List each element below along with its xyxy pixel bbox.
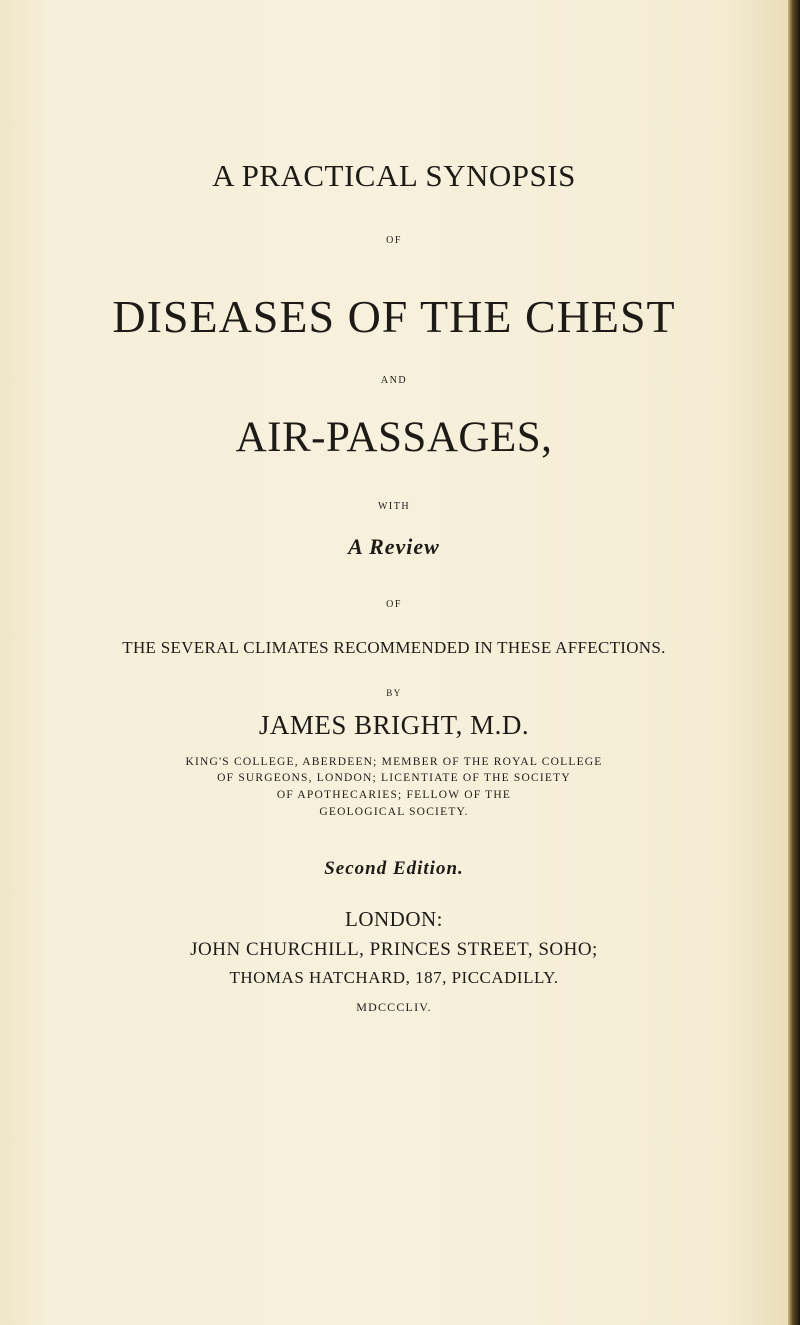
- author-credentials-line-4: GEOLOGICAL SOCIETY.: [319, 806, 469, 818]
- author-name: JAMES BRIGHT, M.D.: [258, 710, 530, 740]
- publisher-line-2: THOMAS HATCHARD, 187, PICCADILLY.: [229, 968, 559, 987]
- publisher-line-1: JOHN CHURCHILL, PRINCES STREET, SOHO;: [190, 939, 598, 960]
- edition-statement: Second Edition.: [324, 858, 464, 879]
- connector-of-2: OF: [386, 599, 402, 610]
- connector-and: AND: [380, 375, 408, 386]
- author-credentials-line-1: KING'S COLLEGE, ABERDEEN; MEMBER OF THE ROYAL COLLEGE: [185, 756, 603, 768]
- publication-date: MDCCCLIV.: [356, 1000, 432, 1014]
- title-line-2: DISEASES OF THE CHEST: [112, 291, 676, 342]
- connector-by: BY: [386, 688, 402, 698]
- author-credentials-line-2: OF SURGEONS, LONDON; LICENTIATE OF THE SOCIETY: [217, 772, 571, 784]
- author-credentials-line-3: OF APOTHECARIES; FELLOW OF THE: [276, 789, 512, 801]
- subtitle-review: A Review: [348, 534, 440, 559]
- connector-with: WITH: [377, 501, 411, 512]
- book-edge-shadow: [788, 0, 800, 1325]
- title-line-1: A PRACTICAL SYNOPSIS: [212, 158, 576, 193]
- connector-of-1: OF: [386, 235, 402, 246]
- subtitle-climates: THE SEVERAL CLIMATES RECOMMENDED IN THESE AFFECTIONS.: [122, 638, 666, 657]
- title-line-3: AIR-PASSAGES,: [235, 414, 553, 461]
- imprint-city: LONDON:: [345, 907, 443, 931]
